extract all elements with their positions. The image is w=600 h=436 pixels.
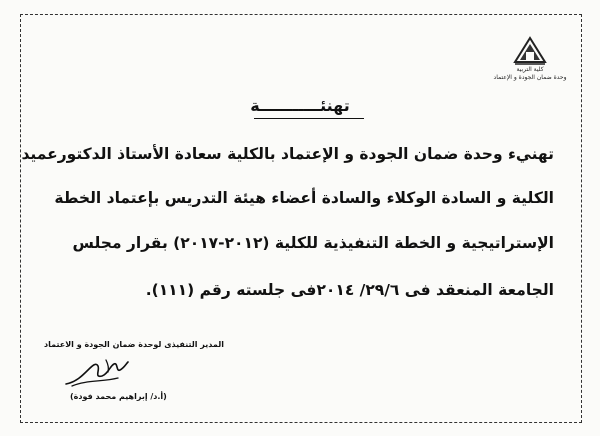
title-underline (254, 118, 364, 119)
page-title: تهنئـــــــــــة (250, 96, 350, 115)
university-logo-icon (513, 36, 547, 66)
signatory-name: (أ.د/ إبراهيم محمد فودة) (70, 392, 167, 401)
signatory-title: المدير التنفيذى لوحدة ضمان الجودة و الاعتماد (44, 340, 224, 349)
college-name: كلية التربية (516, 66, 544, 73)
body-line-3: الإستراتيجية و الخطة التنفيذية للكلية (٢٠١٢-٢٠١٧) بقرار مجلس (72, 234, 554, 252)
college-logo-block (490, 36, 570, 82)
quality-unit-name: وحدة ضمان الجودة و الإعتماد (493, 74, 567, 81)
body-line-2: الكلية و السادة الوكلاء والسادة أعضاء هيئة التدريس بإعتماد الخطة (54, 189, 554, 207)
handwritten-signature (62, 356, 132, 390)
body-line-4: الجامعة المنعقد فى ٢٩/٦/ ٢٠١٤فى جلسته رقم (١١١). (145, 281, 554, 299)
body-line-1: تهنيء وحدة ضمان الجودة و الإعتماد بالكلية سعادة الأستاذ الدكتورعميد (21, 145, 554, 163)
